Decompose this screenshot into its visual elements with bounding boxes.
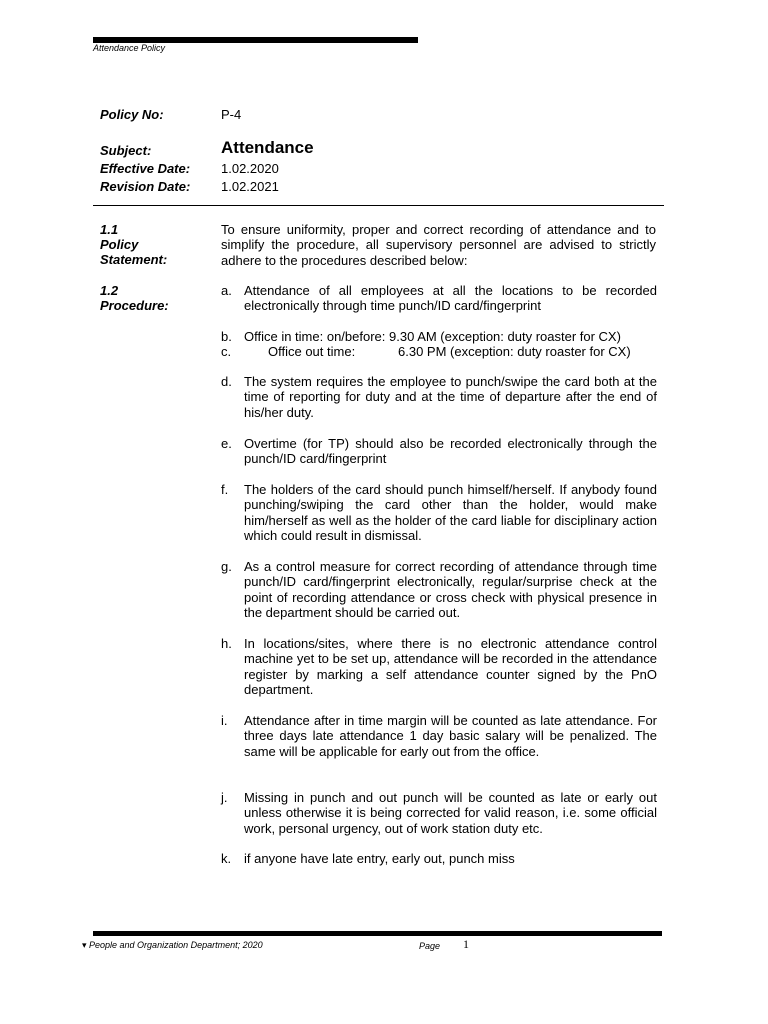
item-text: In locations/sites, where there is no electronic attendance control machine yet to be set up, attendance will be recorded in the attendance register by marking a self attendance counter signed by the PnO department. <box>244 636 657 697</box>
policy-meta <box>100 104 660 194</box>
footer-page-label: Page <box>419 941 441 951</box>
item-text: if anyone have late entry, early out, punch miss <box>244 851 515 866</box>
policy-no-label: Policy No: <box>100 107 164 122</box>
policy-no-row <box>100 104 660 122</box>
running-header: Attendance Policy <box>93 43 166 53</box>
procedure-item-a <box>221 283 657 314</box>
procedure-item-h <box>221 636 657 697</box>
section-divider <box>93 205 664 206</box>
item-text: The holders of the card should punch himself/herself. If anybody found punching/swiping the card other than the holder, would make him/herself as well as the holder of the card liable for disciplinary action which could result in dismissal. <box>244 482 657 543</box>
subject-row <box>100 136 660 158</box>
effective-date-value: 1.02.2020 <box>221 161 279 176</box>
item-text: The system requires the employee to punch/swipe the card both at the time of reporting for duty and at the time of departure after the end of his/her duty. <box>244 374 657 420</box>
procedure-item-e <box>221 436 657 467</box>
effective-date-label: Effective Date: <box>100 161 191 176</box>
effective-date-row <box>100 158 660 176</box>
subject-value: Attendance <box>221 138 314 157</box>
item-letter: c. <box>221 344 232 359</box>
subject-label: Subject: <box>100 143 152 158</box>
procedure-item-g <box>221 559 657 620</box>
section-title-line1: Policy <box>100 237 139 252</box>
section-title-line2: Statement: <box>100 252 168 267</box>
item-letter: e. <box>221 436 232 451</box>
item-text: Attendance of all employees at all the locations to be recorded electronically through time punch/ID card/fingerprint <box>244 283 657 314</box>
section-number: 1.2 <box>100 283 119 298</box>
procedure-label <box>100 283 215 313</box>
policy-statement-text: To ensure uniformity, proper and correct recording of attendance and to simplify the procedure, all supervisory personnel are advised to strictly adhere to the procedures described below: <box>221 222 656 268</box>
item-text: Attendance after in time margin will be counted as late attendance. For three days late attendance 1 day basic salary will be penalized. The same will be applicable for early out from the office. <box>244 713 657 759</box>
footer-rule <box>93 931 662 936</box>
revision-date-label: Revision Date: <box>100 179 191 194</box>
item-letter: j. <box>221 790 228 805</box>
section-number: 1.1 <box>100 222 119 237</box>
procedure-item-b <box>221 329 657 344</box>
office-out-value: 6.30 PM (exception: duty roaster for CX) <box>398 344 631 359</box>
footer-page-number: 1 <box>463 937 469 951</box>
item-text: Office in time: on/before: 9.30 AM (exception: duty roaster for CX) <box>244 329 621 344</box>
revision-date-row <box>100 176 660 194</box>
section-title: Procedure: <box>100 298 169 313</box>
item-letter: k. <box>221 851 232 866</box>
procedure-item-j <box>221 790 657 836</box>
item-letter: d. <box>221 374 232 389</box>
item-letter: f. <box>221 482 229 497</box>
item-letter: a. <box>221 283 232 298</box>
footer-department: ▾ People and Organization Department; 2020 <box>82 940 263 950</box>
policy-statement-label <box>100 222 215 267</box>
item-text: As a control measure for correct recording of attendance through time punch/ID card/fingerprint electronically, regular/surprise check at the point of recording attendance or cross check with physical presence in the department should be carried out. <box>244 559 657 620</box>
procedure-item-k <box>221 851 657 866</box>
item-letter: i. <box>221 713 228 728</box>
item-text: Overtime (for TP) should also be recorded electronically through the punch/ID card/fingerprint <box>244 436 657 467</box>
office-out-label: Office out time: <box>268 344 356 359</box>
item-letter: h. <box>221 636 232 651</box>
procedure-item-f <box>221 482 657 543</box>
item-letter: g. <box>221 559 232 574</box>
item-letter: b. <box>221 329 232 344</box>
revision-date-value: 1.02.2021 <box>221 179 279 194</box>
policy-no-value: P-4 <box>221 107 242 122</box>
item-text: Missing in punch and out punch will be counted as late or early out unless otherwise it is being corrected for valid reason, i.e. some official work, personal urgency, out of work station duty etc. <box>244 790 657 836</box>
procedure-item-d <box>221 374 657 420</box>
procedure-item-i <box>221 713 657 759</box>
